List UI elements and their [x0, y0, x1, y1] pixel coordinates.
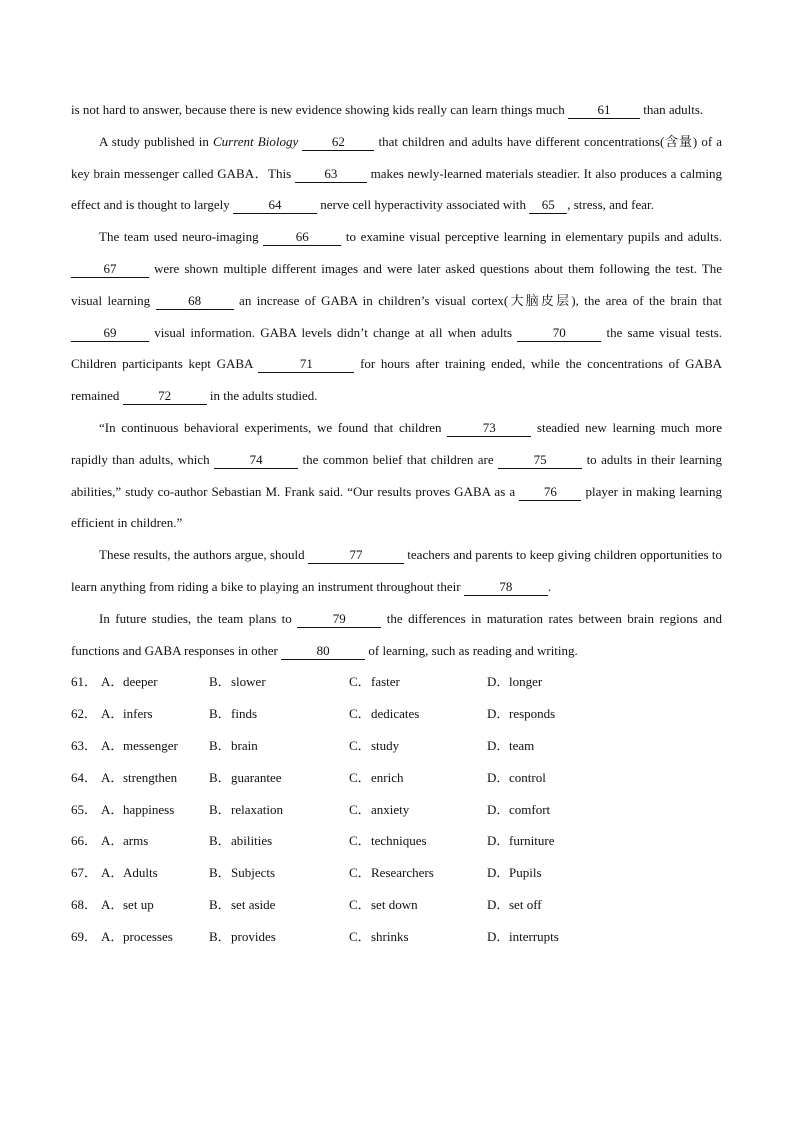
question-row: [71, 762, 722, 794]
option-text: deeper: [123, 674, 158, 690]
option-letter: A．: [101, 928, 124, 944]
passage-text: that children and adults have different concentrations(含量) of a key brain messenger called GABA．This: [71, 133, 723, 181]
blank-66: 66: [263, 230, 341, 246]
blank-70: 70: [517, 326, 601, 342]
option-letter: B．: [209, 928, 231, 944]
passage-text: makes newly-learned materials steadier. It also produces a calming effect and is thought to largely: [71, 165, 723, 213]
passage-text: “In continuous behavioral experiments, we found that children: [99, 419, 442, 435]
question-number: 67．: [71, 865, 98, 881]
option-letter: A．: [101, 674, 124, 690]
option-a: [101, 857, 209, 889]
option-letter: B．: [209, 833, 231, 849]
passage-text: These results, the authors argue, should: [99, 547, 305, 563]
option-text: furniture: [509, 833, 555, 849]
passage-text: steadied new learning much more rapidly than adults, which: [71, 419, 723, 467]
option-c: [349, 666, 487, 698]
option-text: abilities: [231, 833, 273, 849]
option-letter: B．: [209, 706, 231, 722]
blank-67: 67: [71, 262, 149, 278]
passage-text: an increase of GABA in children’s visual cortex(大脑皮层), the area of the brain that: [239, 292, 723, 308]
option-text: anxiety: [371, 801, 410, 817]
option-a: [101, 825, 209, 857]
blank-73: 73: [447, 421, 531, 437]
option-letter: D．: [487, 865, 510, 881]
option-a: [101, 698, 209, 730]
option-text: set down: [371, 896, 418, 912]
blank-79: 79: [297, 612, 381, 628]
passage-text: visual information. GABA levels didn’t change at all when adults: [154, 324, 513, 340]
option-d: [487, 857, 617, 889]
option-b: [209, 857, 349, 889]
option-text: processes: [123, 928, 173, 944]
option-text: Researchers: [371, 865, 434, 881]
option-letter: D．: [487, 706, 510, 722]
option-text: shrinks: [371, 928, 409, 944]
option-text: happiness: [123, 801, 175, 817]
question-row: [71, 794, 722, 826]
blank-64: 64: [233, 198, 317, 214]
question-row: [71, 730, 722, 762]
question-number: 66．: [71, 833, 98, 849]
passage-text: teachers and parents to keep giving children opportunities to learn anything from riding a bike to playing an instrument throughout their: [71, 547, 723, 594]
question-number: 64．: [71, 769, 98, 785]
option-text: control: [509, 769, 546, 785]
blank-61: 61: [568, 103, 640, 119]
option-text: techniques: [371, 833, 427, 849]
question-number: 63．: [71, 737, 98, 753]
option-d: [487, 762, 617, 794]
option-letter: C．: [349, 801, 371, 817]
passage-text: the same visual tests. Children participants kept GABA: [71, 324, 723, 372]
option-text: study: [371, 737, 400, 753]
passage-paragraph: [71, 94, 722, 126]
question-row: [71, 666, 722, 698]
option-text: Subjects: [231, 865, 276, 881]
option-c: [349, 857, 487, 889]
option-text: Adults: [123, 865, 158, 881]
option-a: [101, 666, 209, 698]
option-c: [349, 825, 487, 857]
passage-text: .: [547, 578, 552, 594]
option-letter: C．: [349, 737, 371, 753]
option-letter: D．: [487, 896, 510, 912]
passage-paragraph: [71, 603, 722, 667]
blank-72: 72: [123, 389, 207, 405]
option-letter: C．: [349, 706, 371, 722]
option-letter: B．: [209, 801, 231, 817]
question-number: 69．: [71, 928, 98, 944]
option-d: [487, 889, 617, 921]
option-c: [349, 889, 487, 921]
question-row: [71, 889, 722, 921]
option-letter: A．: [101, 833, 124, 849]
option-a: [101, 889, 209, 921]
option-text: set up: [123, 896, 154, 912]
option-text: team: [509, 737, 535, 753]
option-letter: D．: [487, 769, 510, 785]
option-a: [101, 921, 209, 953]
option-text: comfort: [509, 801, 551, 817]
option-letter: C．: [349, 674, 371, 690]
passage-text: is not hard to answer, because there is new evidence showing kids really can learn things much: [71, 102, 565, 117]
option-d: [487, 794, 617, 826]
question-number: 68．: [71, 896, 98, 912]
question-number: 61．: [71, 674, 98, 690]
option-text: slower: [231, 674, 266, 690]
option-text: enrich: [371, 769, 404, 785]
option-text: responds: [509, 706, 556, 722]
blank-71: 71: [258, 357, 354, 373]
question-number: 65．: [71, 801, 98, 817]
blank-78: 78: [464, 580, 548, 596]
option-b: [209, 794, 349, 826]
passage-text: were shown multiple different images and were later asked questions about them following the test. The visual learning: [71, 260, 722, 308]
option-text: guarantee: [231, 769, 282, 785]
option-text: strengthen: [123, 769, 178, 785]
option-b: [209, 698, 349, 730]
question-number: 62．: [71, 706, 98, 722]
option-letter: B．: [209, 896, 231, 912]
option-c: [349, 762, 487, 794]
option-letter: C．: [349, 928, 371, 944]
option-text: Pupils: [509, 865, 542, 881]
passage-text: The team used neuro-imaging: [99, 229, 259, 245]
blank-80: 80: [281, 644, 365, 660]
option-a: [101, 730, 209, 762]
question-row: [71, 921, 722, 953]
option-letter: B．: [209, 674, 231, 690]
blank-76: 76: [519, 485, 581, 501]
question-row: [71, 825, 722, 857]
option-letter: A．: [101, 769, 124, 785]
option-text: provides: [231, 928, 276, 944]
option-letter: A．: [101, 737, 124, 753]
option-d: [487, 921, 617, 953]
option-c: [349, 698, 487, 730]
blank-69: 69: [71, 326, 149, 342]
option-letter: D．: [487, 833, 510, 849]
option-d: [487, 666, 617, 698]
passage-text: the differences in maturation rates between brain regions and functions and GABA responses in other: [71, 610, 723, 658]
passage-paragraph: [71, 412, 722, 539]
answer-options: [71, 666, 722, 952]
option-text: arms: [123, 833, 149, 849]
blank-77: 77: [308, 548, 404, 564]
option-letter: A．: [101, 865, 124, 881]
blank-62: 62: [302, 135, 374, 151]
question-row: [71, 698, 722, 730]
option-d: [487, 698, 617, 730]
passage-text: to adults in their learning abilities,” study co-author Sebastian M. Frank said. “Our results proves GABA as a: [71, 451, 723, 499]
option-b: [209, 730, 349, 762]
option-a: [101, 794, 209, 826]
passage-text: player in making learning efficient in children.”: [71, 483, 723, 531]
passage-text: than adults.: [643, 102, 704, 117]
option-letter: A．: [101, 896, 124, 912]
passage-text: In future studies, the team plans to: [99, 610, 292, 626]
journal-title: Current Biology: [212, 133, 299, 149]
passage-paragraph: [71, 221, 722, 412]
passage-text: in the adults studied.: [209, 388, 318, 404]
passage-text: of learning, such as reading and writing.: [368, 642, 578, 658]
blank-74: 74: [214, 453, 298, 469]
option-letter: D．: [487, 674, 510, 690]
option-letter: B．: [209, 737, 231, 753]
passage-paragraph: [71, 539, 722, 603]
option-b: [209, 921, 349, 953]
option-b: [209, 666, 349, 698]
option-letter: C．: [349, 769, 371, 785]
option-text: interrupts: [509, 928, 559, 944]
option-b: [209, 889, 349, 921]
passage-text: for hours after training ended, while the concentrations of GABA remained: [71, 356, 723, 404]
option-c: [349, 730, 487, 762]
option-d: [487, 825, 617, 857]
question-row: [71, 857, 722, 889]
passage-text: to examine visual perceptive learning in elementary pupils and adults.: [345, 229, 723, 245]
passage-paragraph: [71, 126, 722, 221]
option-text: finds: [231, 706, 257, 722]
option-text: longer: [509, 674, 543, 690]
option-b: [209, 825, 349, 857]
option-letter: C．: [349, 896, 371, 912]
option-c: [349, 794, 487, 826]
option-letter: A．: [101, 801, 124, 817]
exam-page: [71, 94, 722, 953]
option-c: [349, 921, 487, 953]
option-letter: C．: [349, 833, 371, 849]
option-text: dedicates: [371, 706, 420, 722]
option-letter: C．: [349, 865, 371, 881]
option-letter: B．: [209, 865, 231, 881]
option-letter: D．: [487, 928, 510, 944]
option-b: [209, 762, 349, 794]
passage-text: , stress, and fear.: [567, 197, 654, 213]
blank-68: 68: [156, 294, 234, 310]
option-letter: D．: [487, 801, 510, 817]
blank-65: 65: [529, 198, 567, 214]
option-text: faster: [371, 674, 400, 690]
option-letter: A．: [101, 706, 124, 722]
option-text: set aside: [231, 896, 276, 912]
option-d: [487, 730, 617, 762]
option-text: relaxation: [231, 801, 283, 817]
blank-75: 75: [498, 453, 582, 469]
option-letter: B．: [209, 769, 231, 785]
passage-text: nerve cell hyperactivity associated with: [320, 197, 526, 213]
option-text: set off: [509, 896, 542, 912]
option-text: brain: [231, 737, 258, 753]
option-text: infers: [123, 706, 153, 722]
blank-63: 63: [295, 167, 367, 183]
option-letter: D．: [487, 737, 510, 753]
option-text: messenger: [123, 737, 178, 753]
passage-text: A study published in: [99, 133, 209, 149]
option-a: [101, 762, 209, 794]
passage-text: the common belief that children are: [302, 451, 494, 467]
